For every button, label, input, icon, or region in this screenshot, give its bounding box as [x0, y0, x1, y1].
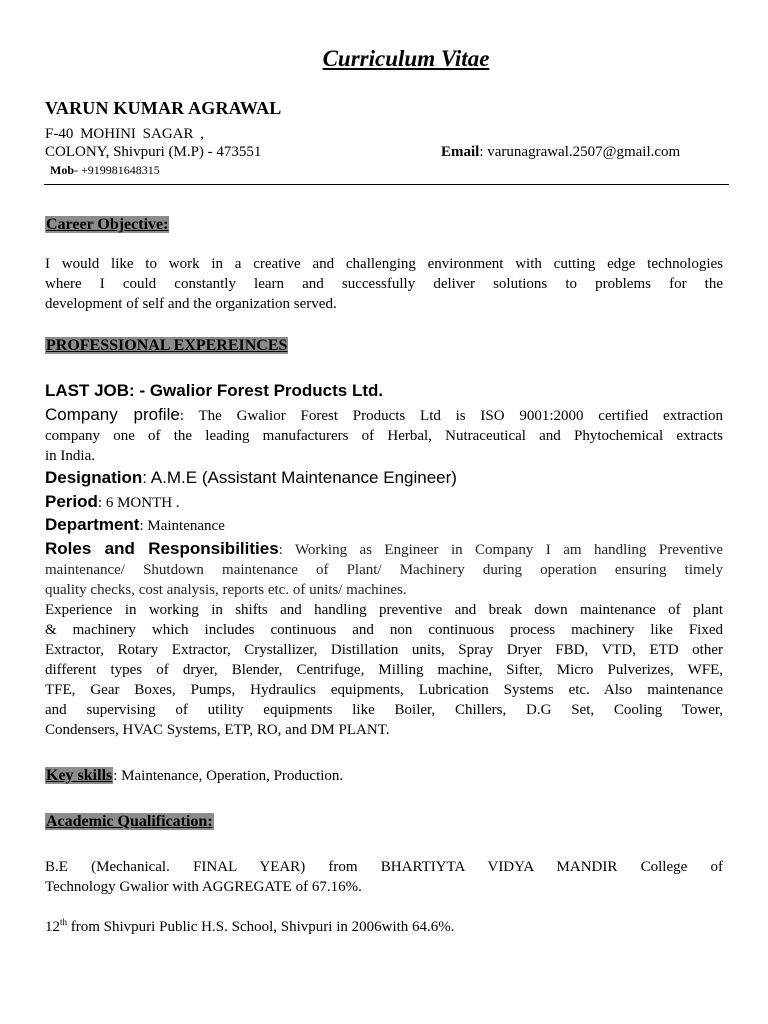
designation-label: Designation	[45, 468, 143, 487]
academic-heading: Academic Qualification:	[46, 813, 213, 830]
key-skills-row	[45, 766, 343, 786]
department-row	[45, 515, 225, 535]
career-line: where I could constantly learn and successfully deliver solutions to problems for the	[45, 276, 723, 292]
designation-row	[45, 468, 457, 488]
academic-be-line: B.E (Mechanical. FINAL YEAR) from BHARTIYTA VIDYA MANDIR College of	[45, 859, 723, 875]
company-profile-label: Company profile	[45, 405, 180, 424]
roles-line-text: : Working as Engineer in Company I am handling Preventive	[278, 542, 723, 558]
professional-heading-wrap	[45, 336, 288, 356]
department-label: Department	[45, 515, 140, 534]
period-row	[45, 492, 180, 512]
period-label: Period	[45, 492, 98, 511]
experience-text	[45, 600, 723, 740]
key-skills-value: : Maintenance, Operation, Production.	[113, 768, 344, 784]
experience-line: Condensers, HVAC Systems, ETP, RO, and DM PLANT.	[45, 722, 390, 738]
experience-line: different types of dryer, Blender, Centrifuge, Milling machine, Sifter, Micro Pulverizes, WFE,	[45, 662, 723, 678]
twelfth-text: from Shivpuri Public H.S. School, Shivpuri in 2006with 64.6%.	[67, 919, 455, 935]
career-objective-text	[45, 254, 723, 314]
roles-line: maintenance/ Shutdown maintenance of Plant/ Machinery during operation ensuring timely	[45, 562, 723, 578]
professional-heading: PROFESSIONAL EXPEREINCES	[46, 337, 288, 354]
academic-be-line: Technology Gwalior with AGGREGATE of 67.16%.	[45, 879, 362, 895]
roles-line: quality checks, cost analysis, reports etc. of units/ machines.	[45, 582, 407, 598]
roles-responsibilities	[45, 539, 723, 600]
experience-line: Experience in working in shifts and handling preventive and break down maintenance of plant	[45, 602, 723, 618]
email-label: Email	[441, 144, 480, 160]
academic-heading-wrap	[45, 812, 214, 832]
address-line-1: F-40 MOHINI SAGAR ,	[45, 126, 205, 142]
key-skills-heading: Key skills	[46, 767, 113, 784]
career-line: development of self and the organization served.	[45, 296, 337, 312]
career-objective-heading-wrap	[45, 215, 169, 235]
designation-value: : A.M.E (Assistant Maintenance Engineer)	[142, 468, 457, 487]
company-line	[45, 405, 723, 426]
last-job-title: LAST JOB: - Gwalior Forest Products Ltd.	[45, 381, 384, 400]
department-value: : Maintenance	[139, 518, 225, 534]
mobile-value: - +919981648315	[74, 163, 160, 177]
document-title: Curriculum Vitae	[322, 46, 490, 71]
company-line: company one of the leading manufacturers of Herbal, Nutraceutical and Phytochemical extracts	[45, 428, 723, 444]
academic-twelfth	[45, 917, 455, 936]
period-value: : 6 MONTH .	[97, 495, 180, 511]
mobile-label: Mob	[50, 163, 74, 177]
address-line-2: COLONY, Shivpuri (M.P) - 473551	[45, 144, 262, 160]
experience-line: Extractor, Rotary Extractor, Crystallizer, Distillation units, Spray Dryer FBD, VTD, ETD other	[45, 642, 723, 658]
roles-line	[45, 539, 723, 560]
candidate-name: VARUN KUMAR AGRAWAL	[45, 98, 282, 118]
company-line-text: : The Gwalior Forest Products Ltd is ISO 9001:2000 certified extraction	[179, 408, 724, 424]
header-divider	[44, 184, 729, 185]
experience-line: and supervising of utility equipments like Boiler, Chillers, D.G Set, Cooling Tower,	[45, 702, 723, 718]
company-line: in India.	[45, 448, 95, 464]
academic-be	[45, 857, 723, 897]
career-objective-heading: Career Objective:	[46, 216, 169, 233]
email-value[interactable]: : varunagrawal.2507@gmail.com	[479, 144, 681, 160]
email-block	[441, 144, 680, 161]
twelfth-number: 12	[45, 919, 60, 935]
twelfth-superscript: th	[60, 917, 68, 927]
experience-line: & machinery which includes continuous and non continuous process machinery like Fixed	[45, 622, 723, 638]
roles-label: Roles and Responsibilities	[45, 539, 279, 558]
career-line: I would like to work in a creative and challenging environment with cutting edge technologies	[45, 256, 723, 272]
company-profile	[45, 405, 723, 466]
experience-line: TFE, Gear Boxes, Pumps, Hydraulics equipments, Lubrication Systems etc. Also maintenance	[45, 682, 723, 698]
mobile-block	[50, 163, 160, 178]
